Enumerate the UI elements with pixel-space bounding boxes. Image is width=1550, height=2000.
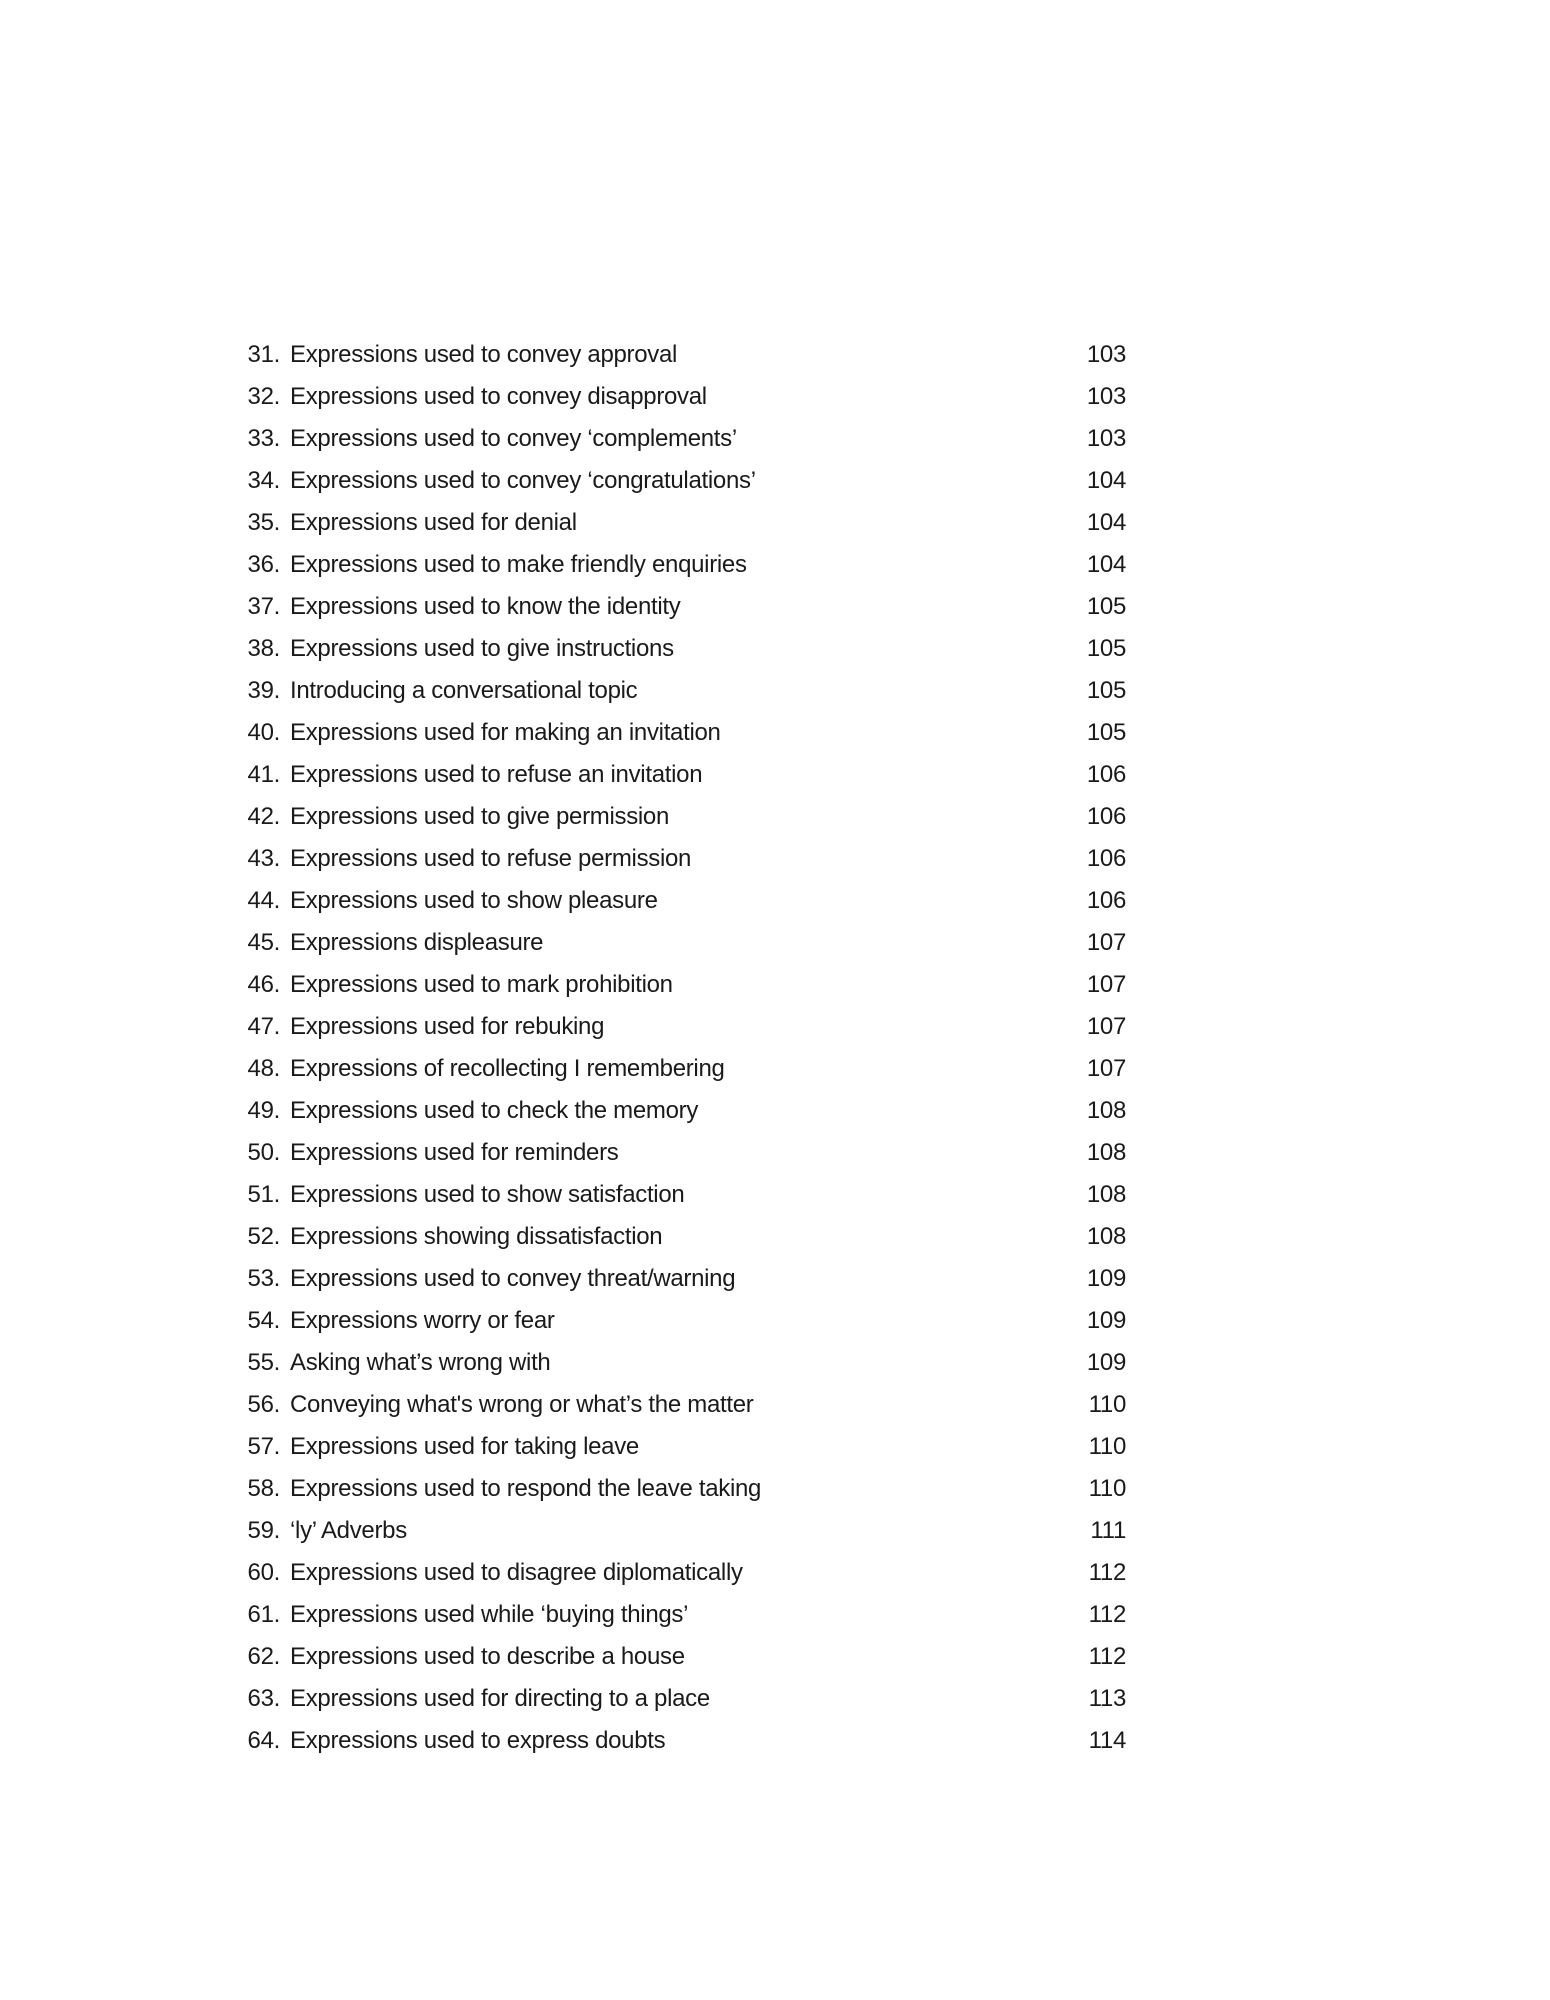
toc-entry-number: 34.	[247, 467, 280, 494]
toc-entry	[236, 418, 1126, 460]
toc-entry	[236, 544, 1126, 586]
toc-entry-title: Expressions used to disagree diplomatically	[290, 1559, 743, 1586]
toc-entry-title: Expressions used to convey disapproval	[290, 383, 707, 410]
toc-entry-title: Expressions used to describe a house	[290, 1643, 685, 1670]
toc-entry-number: 57.	[247, 1433, 280, 1460]
toc-entry	[236, 1342, 1126, 1384]
toc-entry-number: 64.	[247, 1727, 280, 1754]
toc-entry-title: Expressions used to give instructions	[290, 635, 674, 662]
toc-entry-number: 60.	[247, 1559, 280, 1586]
toc-entry	[236, 796, 1126, 838]
toc-entry	[236, 1594, 1126, 1636]
toc-entry-title: Expressions of recollecting I remembering	[290, 1055, 725, 1082]
toc-entry-title: Expressions displeasure	[290, 929, 544, 956]
toc-entry-page: 107	[1086, 1055, 1126, 1082]
toc-entry-title: Expressions used to convey approval	[290, 341, 678, 368]
toc-entry-page: 110	[1088, 1391, 1126, 1418]
toc-entry-number: 49.	[247, 1097, 280, 1124]
toc-entry-title: Expressions used to show satisfaction	[290, 1181, 685, 1208]
toc-entry-page: 104	[1086, 551, 1126, 578]
toc-entry-title: Expressions used for rebuking	[290, 1013, 605, 1040]
toc-entry-title: Expressions used to check the memory	[290, 1097, 699, 1124]
toc-entry-title: Expressions used to convey threat/warning	[290, 1265, 736, 1292]
toc-entry	[236, 712, 1126, 754]
toc-entry-page: 108	[1086, 1223, 1126, 1250]
toc-entry	[236, 460, 1126, 502]
toc-entry-title: Introducing a conversational topic	[290, 677, 638, 704]
toc-entry	[236, 586, 1126, 628]
toc-entry-title: Expressions used to convey ‘complements’	[290, 425, 737, 452]
toc-entry-title: Expressions used to mark prohibition	[290, 971, 673, 998]
toc-entry	[236, 1426, 1126, 1468]
toc-entry-title: Expressions used to give permission	[290, 803, 670, 830]
toc-entry	[236, 838, 1126, 880]
toc-entry	[236, 754, 1126, 796]
toc-entry-page: 108	[1086, 1181, 1126, 1208]
table-of-contents	[236, 334, 1126, 1762]
toc-entry-number: 50.	[247, 1139, 280, 1166]
toc-entry	[236, 1132, 1126, 1174]
toc-entry-number: 35.	[247, 509, 280, 536]
toc-entry	[236, 1678, 1126, 1720]
toc-entry	[236, 1552, 1126, 1594]
toc-entry-title: Expressions used for reminders	[290, 1139, 619, 1166]
toc-entry-title: Expressions used to know the identity	[290, 593, 681, 620]
toc-entry-number: 42.	[247, 803, 280, 830]
toc-entry-page: 114	[1088, 1727, 1126, 1754]
toc-entry-page: 107	[1086, 971, 1126, 998]
toc-entry	[236, 922, 1126, 964]
toc-entry	[236, 1216, 1126, 1258]
toc-entry	[236, 376, 1126, 418]
toc-entry-number: 62.	[247, 1643, 280, 1670]
toc-entry-number: 43.	[247, 845, 280, 872]
toc-entry-page: 103	[1086, 383, 1126, 410]
toc-entry-page: 103	[1086, 425, 1126, 452]
toc-entry-number: 38.	[247, 635, 280, 662]
toc-entry-title: Expressions used for directing to a place	[290, 1685, 710, 1712]
toc-entry-page: 106	[1086, 845, 1126, 872]
toc-entry-page: 109	[1086, 1307, 1126, 1334]
toc-entry-page: 106	[1086, 803, 1126, 830]
toc-entry-page: 107	[1086, 1013, 1126, 1040]
toc-entry-title: Expressions used to show pleasure	[290, 887, 658, 914]
toc-entry-page: 105	[1086, 719, 1126, 746]
toc-entry	[236, 1720, 1126, 1762]
toc-entry-number: 46.	[247, 971, 280, 998]
toc-entry-page: 105	[1086, 677, 1126, 704]
toc-entry	[236, 1174, 1126, 1216]
toc-entry-number: 58.	[247, 1475, 280, 1502]
toc-entry-title: Expressions worry or fear	[290, 1307, 555, 1334]
toc-entry-title: Expressions used to refuse an invitation	[290, 761, 703, 788]
toc-entry-number: 52.	[247, 1223, 280, 1250]
toc-entry-page: 104	[1086, 509, 1126, 536]
toc-entry-page: 105	[1086, 593, 1126, 620]
toc-entry-number: 37.	[247, 593, 280, 620]
toc-entry-page: 110	[1088, 1475, 1126, 1502]
toc-entry-title: Expressions used to convey ‘congratulations’	[290, 467, 756, 494]
toc-entry	[236, 502, 1126, 544]
toc-entry-title: Asking what’s wrong with	[290, 1349, 551, 1376]
toc-entry-title: Expressions used for taking leave	[290, 1433, 639, 1460]
toc-entry-number: 41.	[247, 761, 280, 788]
toc-entry-page: 110	[1088, 1433, 1126, 1460]
toc-entry-page: 108	[1086, 1139, 1126, 1166]
toc-entry-number: 56.	[247, 1391, 280, 1418]
toc-entry-number: 39.	[247, 677, 280, 704]
toc-entry-title: Expressions used to make friendly enquiries	[290, 551, 747, 578]
toc-entry-number: 48.	[247, 1055, 280, 1082]
toc-entry-page: 104	[1086, 467, 1126, 494]
toc-entry-number: 45.	[247, 929, 280, 956]
toc-entry-title: Conveying what's wrong or what’s the matter	[290, 1391, 754, 1418]
toc-entry-number: 51.	[247, 1181, 280, 1208]
toc-entry-page: 105	[1086, 635, 1126, 662]
toc-entry	[236, 1048, 1126, 1090]
toc-entry-title: Expressions used to express doubts	[290, 1727, 666, 1754]
toc-entry-number: 44.	[247, 887, 280, 914]
toc-entry-title: Expressions used for making an invitation	[290, 719, 721, 746]
toc-entry-page: 112	[1088, 1559, 1126, 1586]
toc-entry-title: ‘ly’ Adverbs	[290, 1517, 407, 1544]
toc-entry	[236, 1384, 1126, 1426]
toc-entry	[236, 880, 1126, 922]
toc-entry	[236, 1510, 1126, 1552]
toc-entry-title: Expressions used to respond the leave taking	[290, 1475, 762, 1502]
toc-entry-number: 40.	[247, 719, 280, 746]
toc-entry-number: 63.	[247, 1685, 280, 1712]
toc-entry-title: Expressions used for denial	[290, 509, 577, 536]
toc-entry-page: 109	[1086, 1349, 1126, 1376]
toc-entry-number: 53.	[247, 1265, 280, 1292]
toc-entry-page: 111	[1090, 1517, 1126, 1544]
toc-entry-page: 112	[1088, 1643, 1126, 1670]
toc-entry-page: 107	[1086, 929, 1126, 956]
toc-entry	[236, 1006, 1126, 1048]
toc-entry	[236, 1090, 1126, 1132]
toc-entry	[236, 1300, 1126, 1342]
toc-entry-number: 31.	[247, 341, 280, 368]
toc-entry	[236, 1468, 1126, 1510]
toc-entry	[236, 670, 1126, 712]
toc-entry-number: 36.	[247, 551, 280, 578]
toc-entry	[236, 628, 1126, 670]
toc-entry-number: 54.	[247, 1307, 280, 1334]
toc-entry-title: Expressions showing dissatisfaction	[290, 1223, 663, 1250]
toc-entry-page: 106	[1086, 761, 1126, 788]
toc-entry-title: Expressions used while ‘buying things’	[290, 1601, 689, 1628]
toc-entry-page: 103	[1086, 341, 1126, 368]
toc-entry-title: Expressions used to refuse permission	[290, 845, 692, 872]
toc-entry	[236, 964, 1126, 1006]
toc-entry-page: 108	[1086, 1097, 1126, 1124]
toc-entry-page: 106	[1086, 887, 1126, 914]
toc-entry-number: 47.	[247, 1013, 280, 1040]
toc-entry-page: 109	[1086, 1265, 1126, 1292]
toc-entry-number: 33.	[247, 425, 280, 452]
toc-entry	[236, 1258, 1126, 1300]
toc-entry-number: 55.	[247, 1349, 280, 1376]
toc-entry-number: 61.	[247, 1601, 280, 1628]
toc-entry-page: 112	[1088, 1601, 1126, 1628]
toc-entry-number: 59.	[247, 1517, 280, 1544]
toc-entry-number: 32.	[247, 383, 280, 410]
toc-entry-page: 113	[1088, 1685, 1126, 1712]
toc-entry	[236, 1636, 1126, 1678]
toc-entry	[236, 334, 1126, 376]
